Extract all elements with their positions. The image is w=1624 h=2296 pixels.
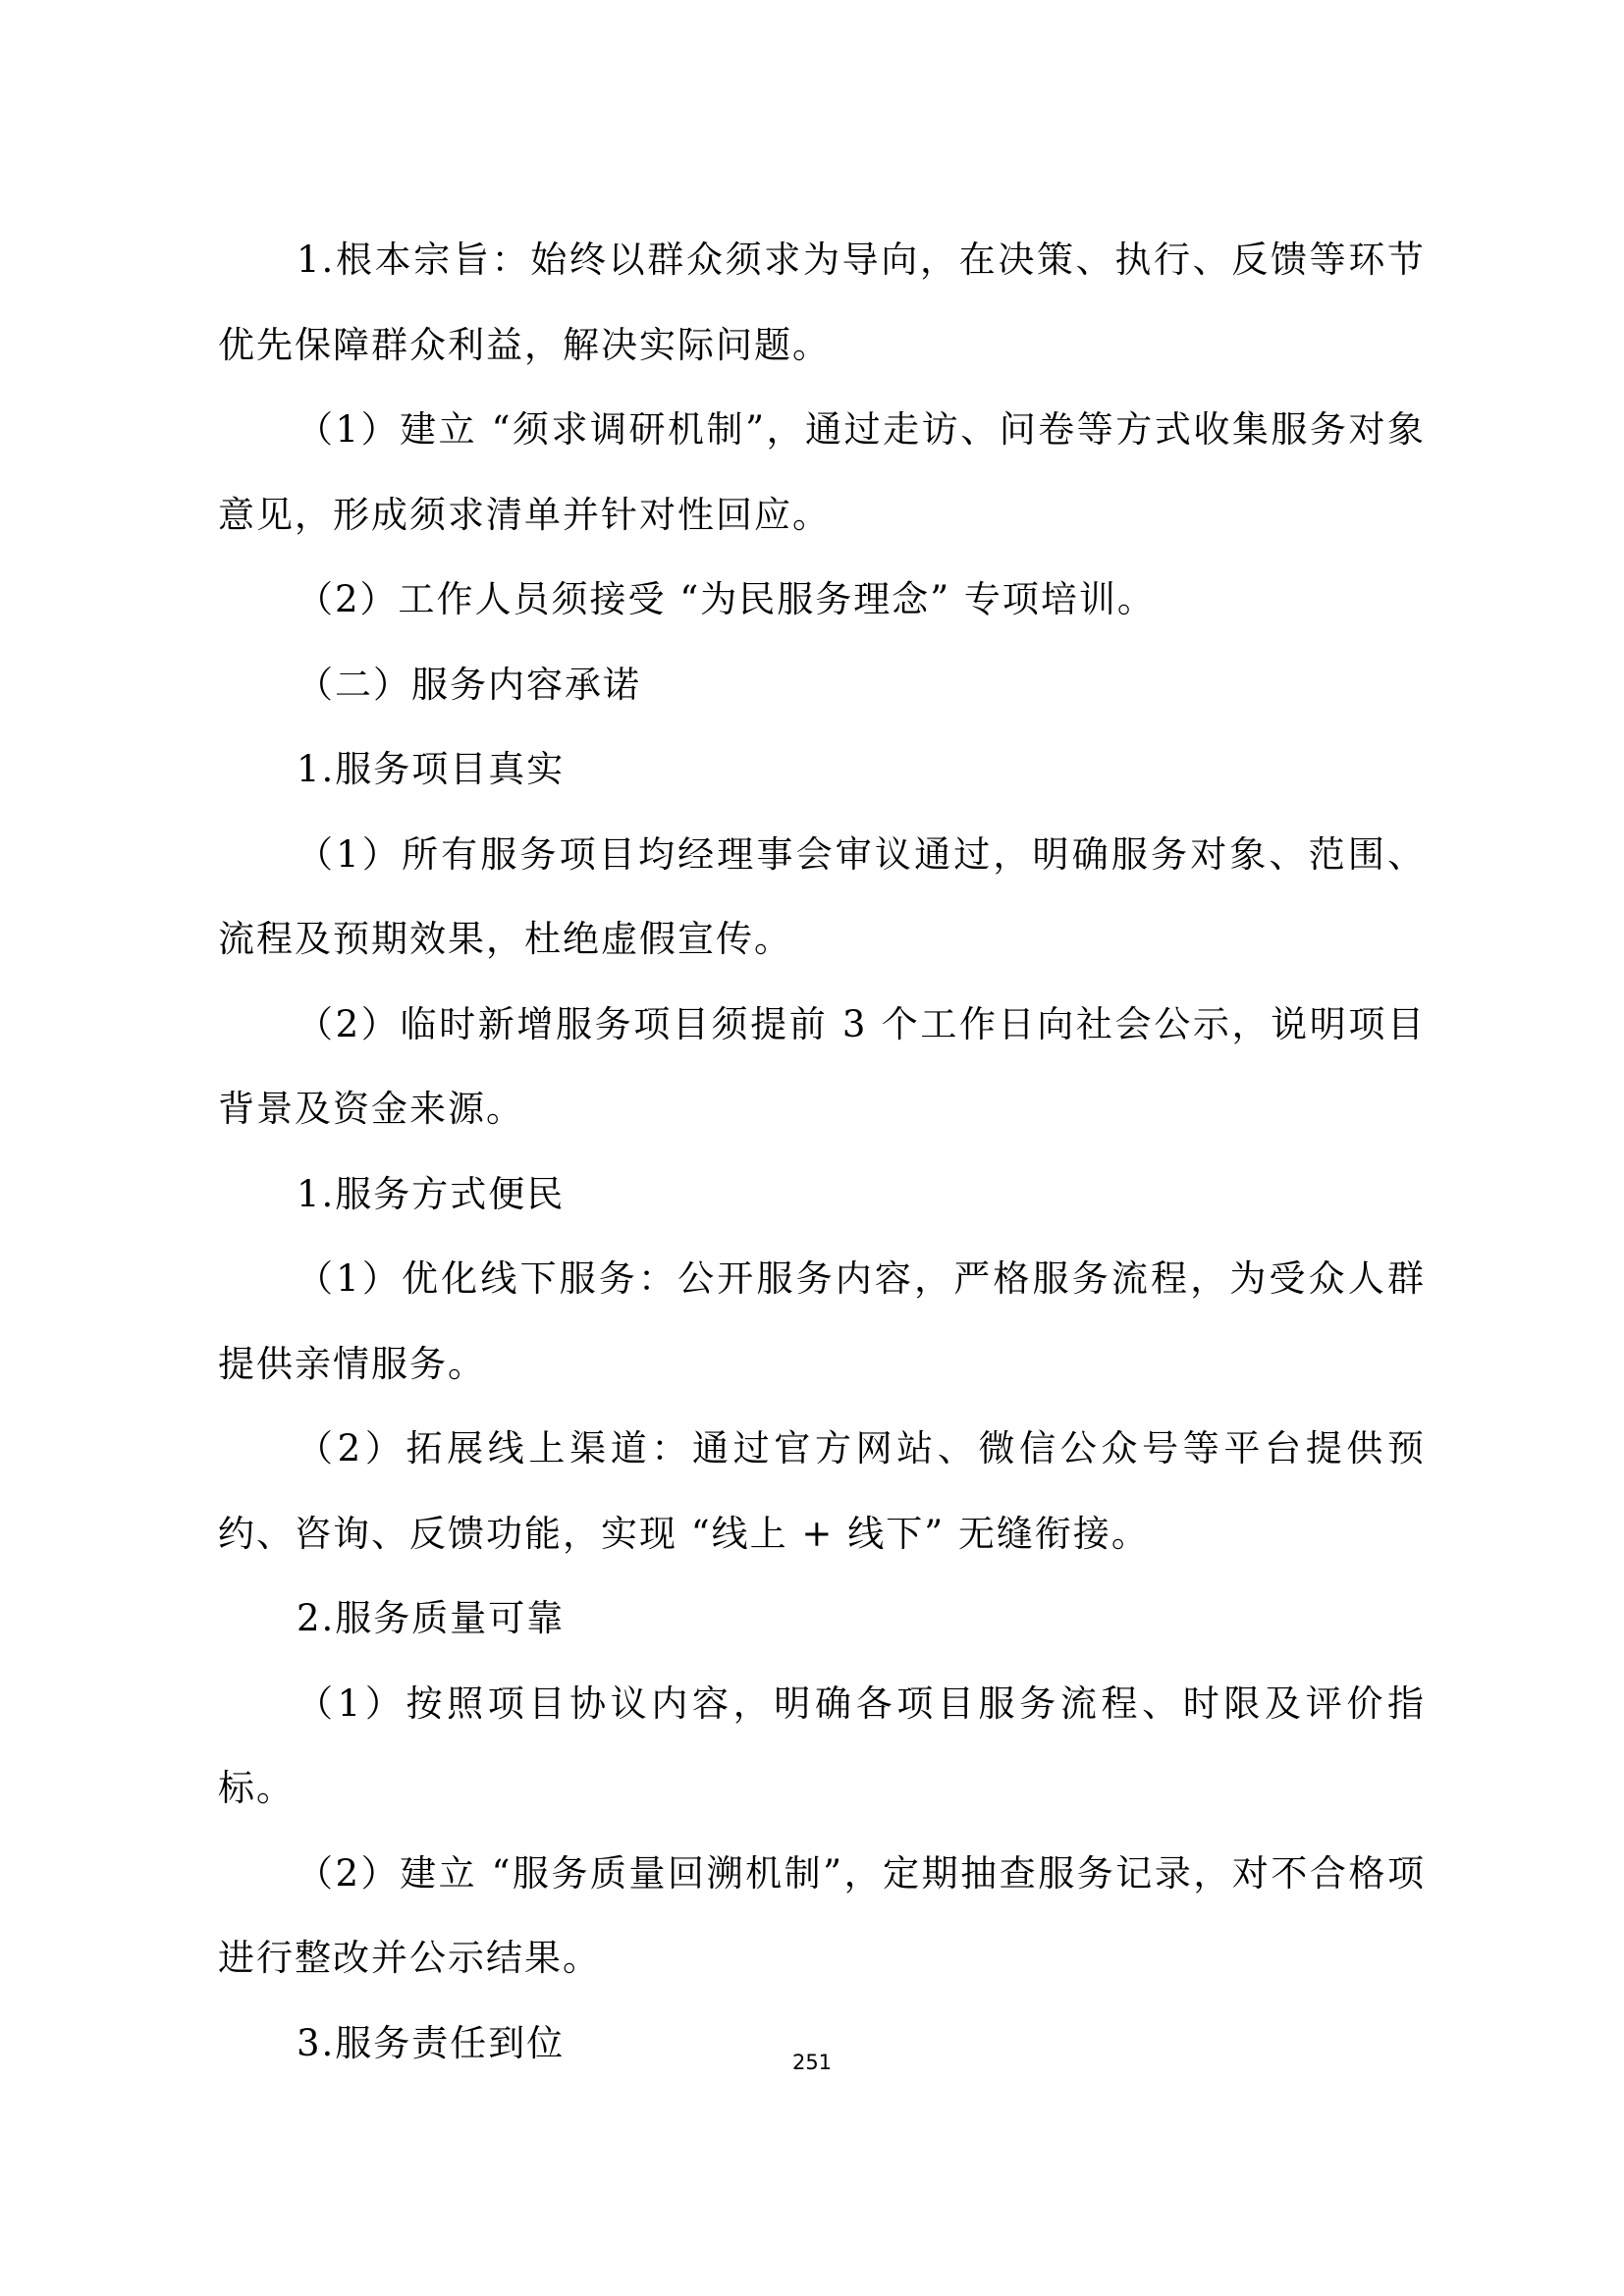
subheading-service-responsibility: 3.服务责任到位: [297, 2021, 566, 2064]
paragraph-offline-service: （1）优化线下服务：公开服务内容，严格服务流程，为受众人群提供亲情服务。: [218, 1257, 1426, 1385]
paragraph-quality-traceback: （2）建立 “服务质量回溯机制”，定期抽查服务记录，对不合格项进行整改并公示结果。: [218, 1851, 1426, 1979]
section-heading-service-content: （二）服务内容承诺: [297, 663, 641, 706]
page-number: 251: [791, 2051, 833, 2074]
paragraph-online-channels: （2）拓展线上渠道：通过官方网站、微信公众号等平台提供预约、咨询、反馈功能，实现 “线上 + 线下” 无缝衔接。: [218, 1427, 1426, 1555]
paragraph-council-review: （1）所有服务项目均经理事会审议通过，明确服务对象、范围、流程及预期效果，杜绝虚假宣传。: [218, 832, 1426, 960]
paragraph-research-mechanism: （1）建立 “须求调研机制”，通过走访、问卷等方式收集服务对象意见，形成须求清单并针对性回应。: [218, 408, 1426, 536]
paragraph-new-project-notice: （2）临时新增服务项目须提前 3 个工作日向社会公示，说明项目背景及资金来源。: [218, 1002, 1426, 1130]
subheading-service-convenient: 1.服务方式便民: [297, 1172, 566, 1215]
paragraph-core-purpose: 1.根本宗旨：始终以群众须求为导向，在决策、执行、反馈等环节优先保障群众利益，解决实际问题。: [218, 239, 1426, 366]
paragraph-project-agreement: （1）按照项目协议内容，明确各项目服务流程、时限及评价指标。: [218, 1682, 1426, 1809]
document-body: [218, 218, 1426, 2086]
subheading-service-authentic: 1.服务项目真实: [297, 748, 566, 790]
subheading-service-quality: 2.服务质量可靠: [297, 1597, 566, 1639]
paragraph-staff-training: （2）工作人员须接受 “为民服务理念” 专项培训。: [297, 578, 1156, 620]
